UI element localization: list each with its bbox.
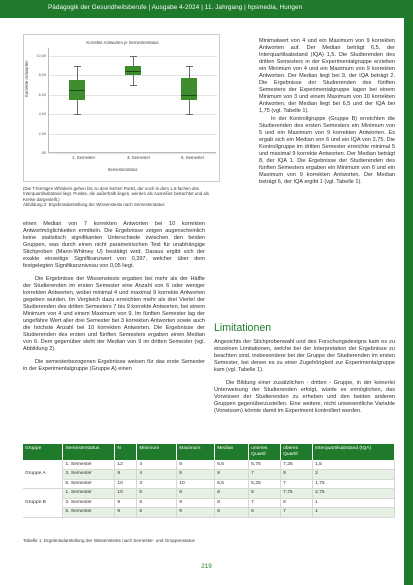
table-cell: 5 bbox=[137, 498, 177, 508]
paragraph: einen Median von 7 korrekten Antworten bei 10 korrekten Antwortmöglichkeiten ermitteln. Die Ergebnisse zeigen augenscheinlich keine statistisch signifikanten Unterschiede zwischen den beiden Gruppen, was durch einen nicht parametrischen Test für unabhängige Stichproben (Mann-Whitney U) bestätigt wird. Daraus ergibt sich der exakte einseitige Signifikanzwert von 0,397, welcher über dem festgelegten Signifikanzniveau von 0,05 liegt. bbox=[23, 221, 205, 269]
y-tick-label: ,00 bbox=[40, 151, 46, 155]
whisker-cap bbox=[186, 66, 193, 67]
table-cell: 1 bbox=[313, 508, 395, 518]
table-row bbox=[23, 489, 395, 499]
paragraph: Angesichts der Stichprobenwahl und des Forschungsdesigns kam es zu einzelnen Limitationen, welche bei der Interpretation der Ergebnisse zu beachten sind, insbesondere bei der Gruppe der Studierenden im ersten Semester, bei denen es zu einer Zugehörigkeit zur Experimentalgruppe kam (vgl. Tabelle 1). bbox=[214, 339, 395, 373]
table-cell: 9 bbox=[177, 470, 215, 480]
table-header-cell: Minimum bbox=[137, 444, 177, 460]
table-cell: 4 bbox=[137, 460, 177, 470]
table-cell: 3. Semester bbox=[63, 498, 115, 508]
figure-caption bbox=[23, 186, 221, 208]
median-line bbox=[69, 90, 85, 91]
table-header-cell: oberes Quartil bbox=[281, 444, 313, 460]
results-table bbox=[23, 444, 395, 518]
table-cell: 1,5 bbox=[313, 460, 395, 470]
table-cell: 9 bbox=[115, 470, 137, 480]
table-cell: 8 bbox=[177, 460, 215, 470]
table-cell: 9 bbox=[115, 508, 137, 518]
chart-title: Korrekte Antworten je Semesterstatus bbox=[86, 40, 159, 45]
table-cell-group: Gruppe A bbox=[23, 460, 63, 489]
whisker-cap bbox=[74, 66, 81, 67]
page-number: 219 bbox=[201, 563, 212, 570]
table-cell: 5,75 bbox=[249, 460, 281, 470]
y-tick-label: 6,00 bbox=[38, 92, 46, 97]
table-cell: 9 bbox=[177, 498, 215, 508]
whisker-cap bbox=[130, 56, 137, 57]
table-cell: 10 bbox=[115, 489, 137, 499]
box-3 bbox=[181, 78, 197, 100]
header-bar bbox=[0, 0, 413, 18]
table-cell: 6 bbox=[215, 508, 249, 518]
y-tick-label: 10,00 bbox=[36, 54, 46, 58]
table-cell: 5. Semester bbox=[63, 479, 115, 489]
table-row bbox=[23, 479, 395, 489]
table-cell: 2 bbox=[313, 470, 395, 480]
table-header-row bbox=[23, 444, 395, 460]
table-cell: 5. Semester bbox=[63, 508, 115, 518]
figure-caption-text: Abbildung 2: Ergebnisdarstellung der Wissenstests nach Semesterstatus bbox=[23, 202, 165, 208]
table-cell-group: Gruppe B bbox=[23, 489, 63, 518]
table-cell: 5 bbox=[249, 489, 281, 499]
paragraph: In der Kontrollgruppe (Gruppe B) erreichten die Studierenden des ersten Semesters ein Minimum von 5 und ein Maximum von 9 korrekten Antworten. Es ergab sich ein Median von 6 und ein IQA von 2,75. Die Kontrollgruppe im dritten Semester erreichte minimal 5 und maximal 9 korrekte Antworten. Der Median beträgt 8, der IQA 1. Die Ergebnisse der Studierenden des fünften Semesters ergaben ein Minimum von 6 und ein Maximum von 9 korrekten Antworten. Der Median beträgt 6, der IQA ergibt 1 (vgl. Tabelle 1). bbox=[259, 116, 395, 185]
table-cell: 6 bbox=[215, 489, 249, 499]
paragraph: Die semesterbezogenen Ergebnisse weisen für das erste Semester in der Experimentalgruppe (Gruppe A) einen bbox=[23, 359, 205, 372]
table-cell: 5 bbox=[137, 489, 177, 499]
boxplot-figure bbox=[23, 34, 220, 182]
y-tick-label: 8,00 bbox=[38, 73, 46, 78]
table-cell: 4 bbox=[137, 470, 177, 480]
whisker-cap bbox=[186, 114, 193, 115]
table-cell: 5,25 bbox=[249, 479, 281, 489]
table-cell: 3. Semester bbox=[63, 470, 115, 480]
table-cell: 7,25 bbox=[281, 460, 313, 470]
table-cell: 2,75 bbox=[313, 489, 395, 499]
journal-header: Pädagogik der Gesundheitsberufe | Ausgabe 4-2024 | 11. Jahrgang | hpsmedia, Hungen bbox=[48, 4, 303, 11]
median-line bbox=[181, 95, 197, 96]
table-header-cell: unteres Quartil bbox=[249, 444, 281, 460]
section-heading: Limitationen bbox=[214, 322, 272, 334]
table-row bbox=[23, 460, 395, 470]
table-cell: 9 bbox=[115, 498, 137, 508]
table-cell: 7,75 bbox=[281, 489, 313, 499]
table-cell: 8 bbox=[215, 470, 249, 480]
median-line bbox=[125, 71, 141, 72]
whisker-cap bbox=[130, 85, 137, 86]
y-tick-label: 4,00 bbox=[38, 112, 46, 117]
table-cell: 7 bbox=[281, 508, 313, 518]
y-axis-label: Korrekte Antworten bbox=[24, 60, 29, 97]
table-cell: 8 bbox=[177, 489, 215, 499]
right-column-bottom bbox=[214, 339, 395, 415]
table-cell: 6,5 bbox=[215, 479, 249, 489]
table-caption: Tabelle 1: Ergebnisdarstellung der Wissenstests nach Semester- und Gruppenstatus bbox=[23, 538, 195, 543]
table-cell: 1 bbox=[313, 498, 395, 508]
x-axis-label: Semesterstatus bbox=[107, 167, 138, 172]
table-cell: 8 bbox=[215, 498, 249, 508]
table-cell: 9 bbox=[281, 470, 313, 480]
table-cell: 6 bbox=[137, 508, 177, 518]
table-header-cell: Interquartilsabstand (IQA) bbox=[313, 444, 395, 460]
table-cell: 9 bbox=[177, 508, 215, 518]
table-cell: 1,75 bbox=[313, 479, 395, 489]
table-header-cell: N bbox=[115, 444, 137, 460]
table-cell: 6,5 bbox=[215, 460, 249, 470]
x-tick-label: 1. Semester bbox=[72, 155, 96, 160]
whisker-cap bbox=[74, 114, 81, 115]
x-tick-label: 3. Semester bbox=[127, 155, 151, 160]
x-tick-label: 5. Semester bbox=[181, 155, 205, 160]
table-cell: 6 bbox=[249, 508, 281, 518]
table-row bbox=[23, 508, 395, 518]
table-cell: 7 bbox=[249, 498, 281, 508]
table-cell: 12 bbox=[115, 460, 137, 470]
table-header-cell: Semesterstatus bbox=[63, 444, 115, 460]
gridline bbox=[49, 134, 217, 135]
plot-area bbox=[36, 48, 216, 155]
table-cell: 3 bbox=[137, 479, 177, 489]
table-cell: 1. Semester bbox=[63, 489, 115, 499]
left-column bbox=[23, 221, 205, 373]
table-cell: 1. Semester bbox=[63, 460, 115, 470]
table-cell: 10 bbox=[177, 479, 215, 489]
paragraph: Die Bildung einer zusätzlichen - dritten - Gruppe, in der keinerlei Unterweisung der Studierenden erfolgt, würde es ermöglichen, das Vorwissen der Studierenden zu erheben und den beiden anderen Gruppen gegenüberzustellen. Eine weitere, nicht unwesentliche Variable (Vorwissen) könnte damit im Experiment kontrolliert werden. bbox=[214, 380, 395, 414]
table-cell: 10 bbox=[115, 479, 137, 489]
table-header-cell: Gruppe bbox=[23, 444, 63, 460]
gridline bbox=[49, 153, 217, 154]
side-stripe bbox=[404, 18, 413, 585]
y-tick-label: 2,00 bbox=[38, 131, 46, 136]
paragraph: Die Ergebnisse der Wissenstests ergaben bei mehr als der Hälfte der Studierenden im ersten Semester eine Anzahl von 6 oder weniger korrekten Antworten, wobei minimal 4 und maximal 9 korrekte Antworten gegeben wurden. Im Vergleich dazu erreichten mehr als drei Viertel der Studierenden des dritten Semesters 7 bis 9 korrekte Antworten, bei einem Minimum von 4 und einem Maximum von 9. Im fünften Semester lag der ungefähre Wert aller drei Semester bei 3 korrekten Antworten sowie auch die höchste Anzahl bei 10 korrekten Antworten. Die Ergebnisse der Studierenden des ersten und fünften Semesters ergaben einen Median von 6. Dem gegenüber steht der Median von 9 im dritten Semester (vgl. Abbildung 2). bbox=[23, 276, 205, 352]
table-row bbox=[23, 498, 395, 508]
table-cell: 7 bbox=[281, 479, 313, 489]
table-cell: 7 bbox=[249, 470, 281, 480]
right-column-top bbox=[259, 38, 395, 186]
paragraph: Minimalwert von 4 und ein Maximum von 9 korrekten Antworten auf. Der Median beträgt 6,5, der Interquartilsabstand (IQA) 1,5. Die Studierenden des dritten Semesters in der Experimentalgruppe erzielten ein Minimum von 4 und ein Maximum von 9 korrekten Antworten. Der Median liegt bei 9, der IQA beträgt 2. Die Ergebnisse der Studierenden des fünften Semesters der Experimentalgruppe lagen bei einem Minimum von 3 und einem Maximum von 10 korrekten Antworten, der Median liegt bei 6,5 und der IQA bei 1,75 (vgl. Tabelle 1). bbox=[259, 38, 395, 114]
table-header-cell: Median bbox=[215, 444, 249, 460]
table-header-cell: Maximum bbox=[177, 444, 215, 460]
table-row bbox=[23, 470, 395, 480]
table-cell: 8 bbox=[281, 498, 313, 508]
figure-note: (Die T-förmigen Whiskers gehen bis zu dem letzten Punkt, der noch in dem 1,5-fachen des Interquartilsabstand liegt. Punkte, die außerhalb liegen, werden als Ausreißer betrachtet und als Kreise dargestellt.) bbox=[23, 186, 209, 202]
